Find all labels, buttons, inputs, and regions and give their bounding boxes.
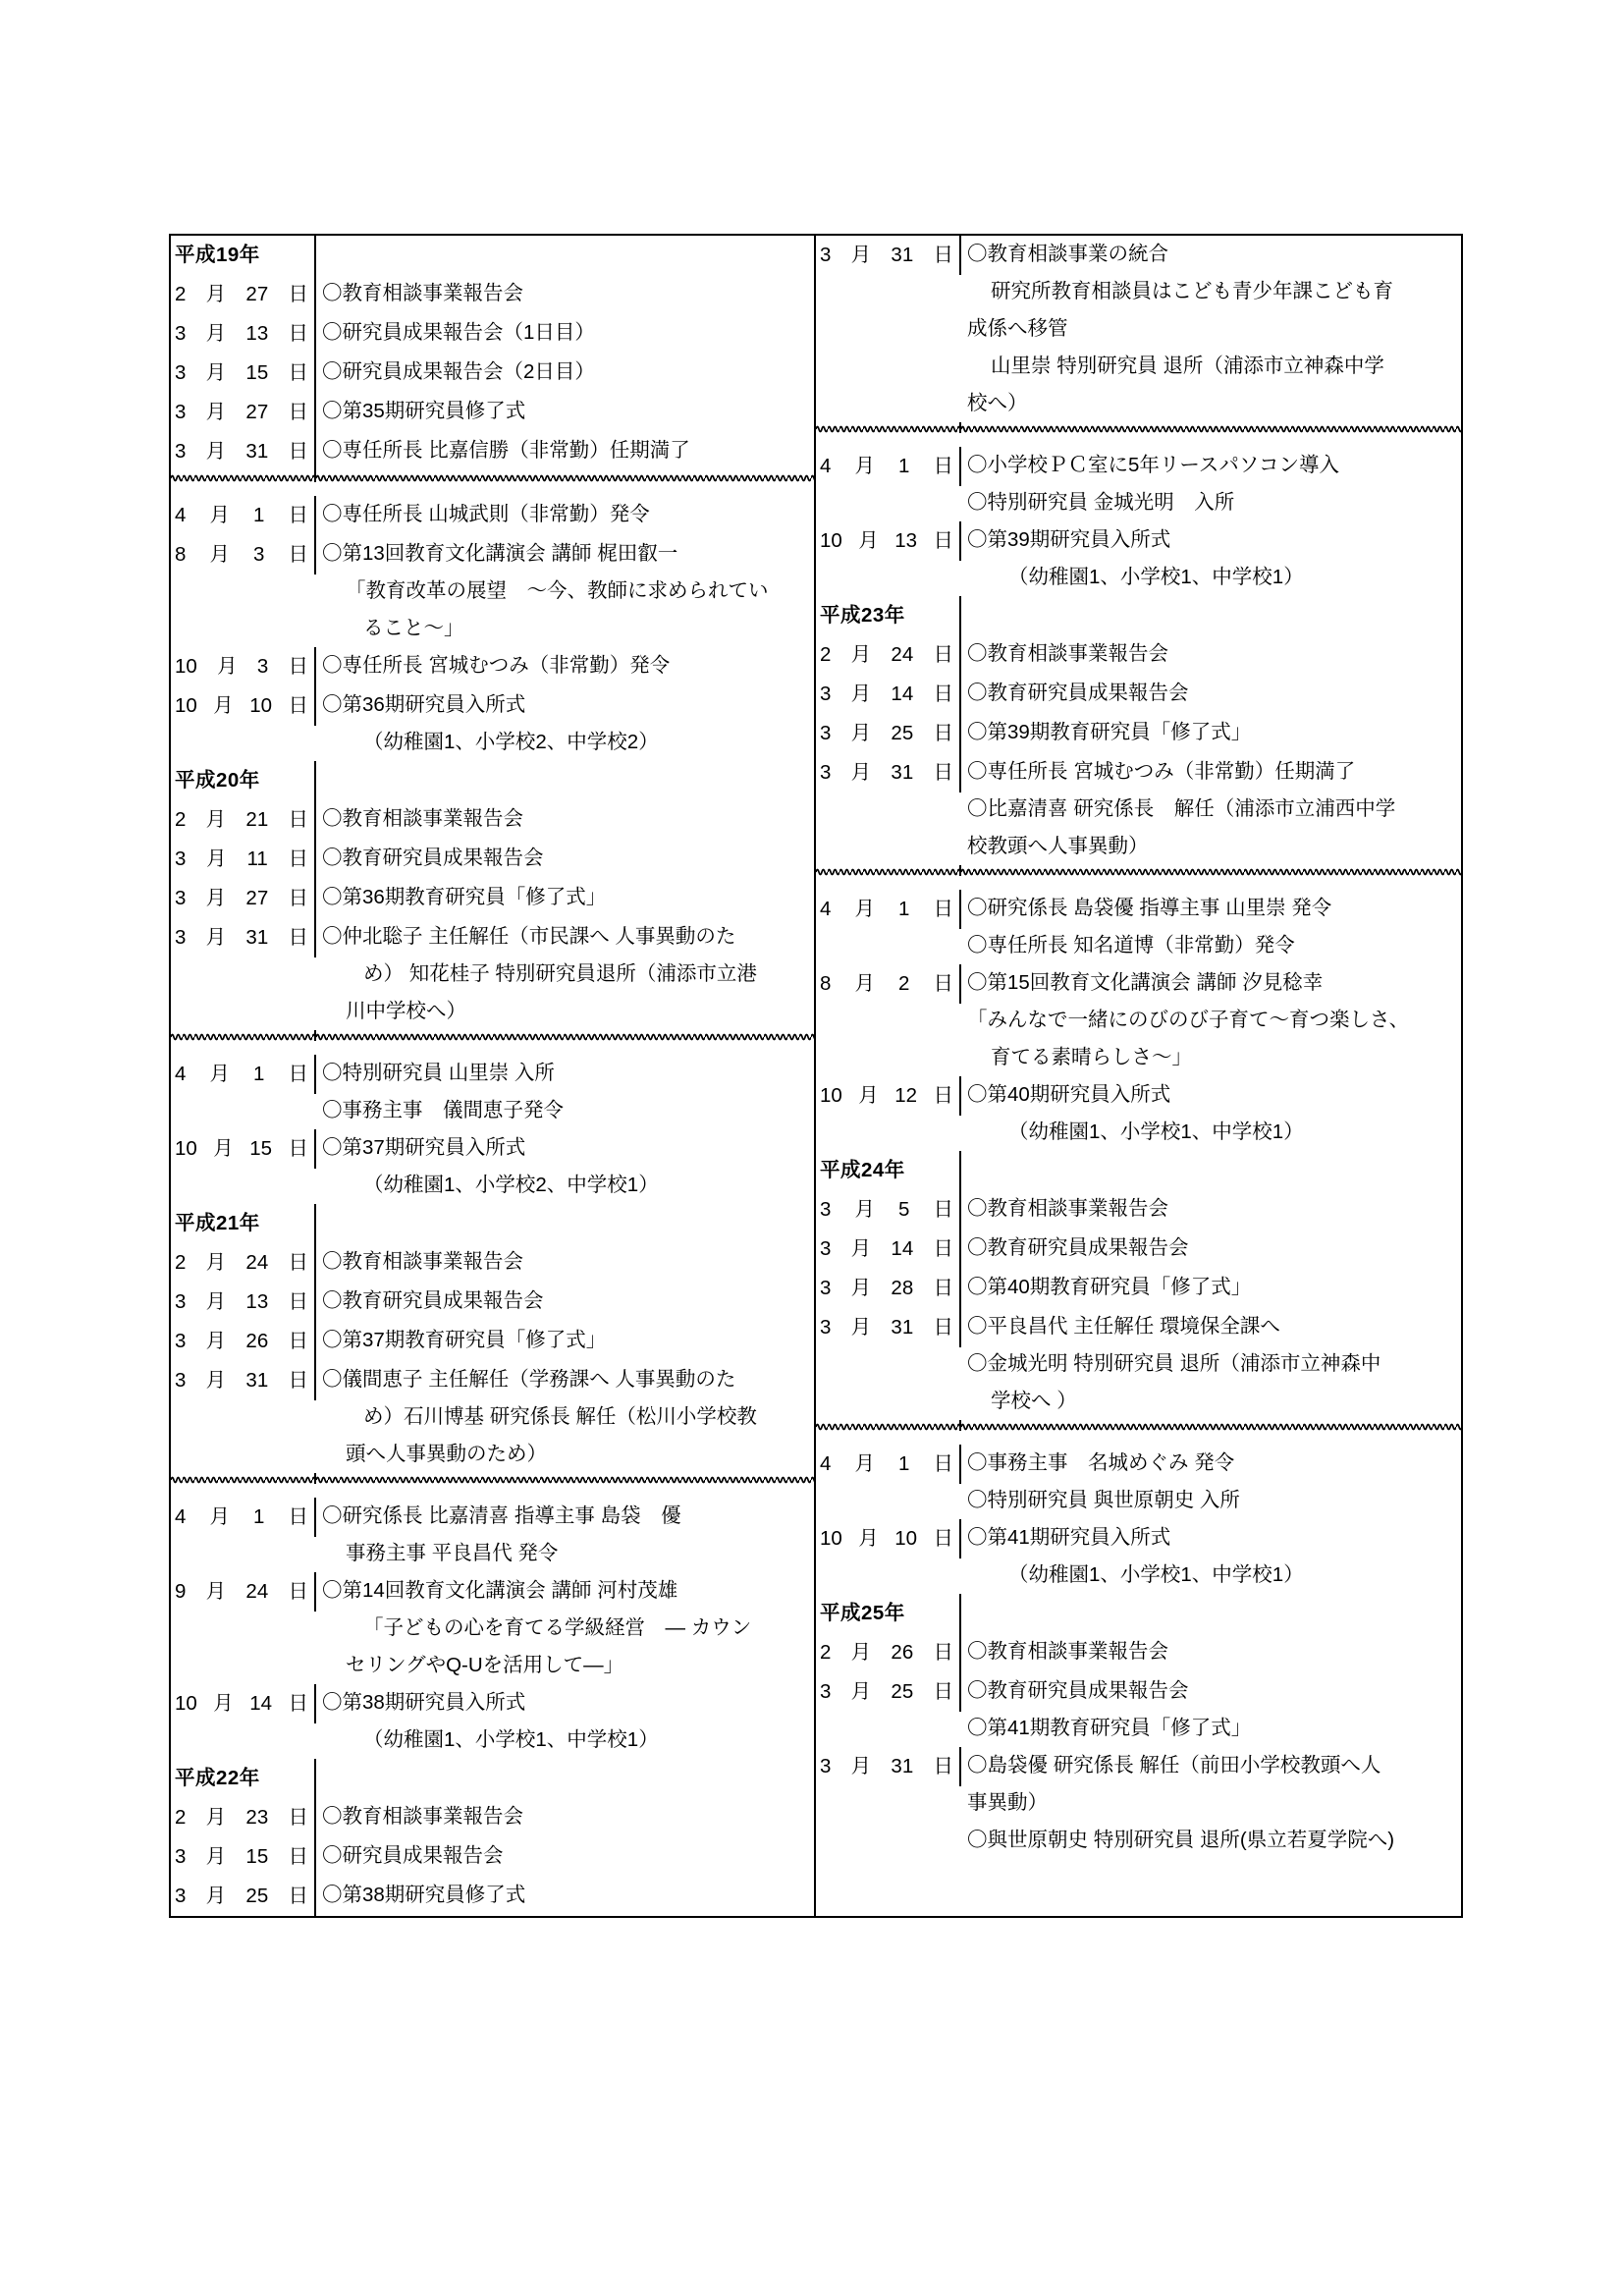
- event-line: 育てる素晴らしさ～」: [991, 1046, 1192, 1068]
- event-line: め）石川博基 研究係長 解任（松川小学校教: [363, 1405, 757, 1428]
- event-line: 〇第41期教育研究員「修了式」: [967, 1717, 1252, 1739]
- event-cell: [316, 1572, 814, 1684]
- date-cell: 4月1日: [171, 496, 316, 535]
- date-cell: 3月31日: [171, 918, 316, 957]
- event-line: 〇第15回教育文化講演会 講師 汐見稔幸: [967, 971, 1324, 994]
- event-line: め） 知花桂子 特別研究員退所（浦添市立港: [363, 962, 757, 985]
- era-label: 平成19年: [171, 236, 316, 275]
- event-cell: [961, 1445, 1461, 1519]
- event-cell: [316, 1129, 814, 1204]
- event-line: 〇研究係長 島袋優 指導主事 山里崇 発令: [967, 897, 1332, 919]
- wavy-separator: [816, 422, 1461, 433]
- date-cell: 3月31日: [816, 236, 961, 275]
- event-line: 「教育改革の展望 ～今、教師に求められてい: [346, 579, 769, 602]
- event-cell: [316, 1684, 814, 1759]
- year-group: [816, 1445, 1461, 1859]
- event-line: 〇特別研究員 山里崇 入所: [322, 1062, 555, 1084]
- event-line: 〇専任所長 宮城むつみ（非常勤）発令: [322, 654, 671, 677]
- event-cell: [316, 275, 814, 312]
- year-group: [171, 496, 814, 1030]
- event-line: 〇仲北聡子 主任解任（市民課へ 人事異動のた: [322, 925, 736, 948]
- event-line: 〇事務主事 儀間恵子発令: [322, 1099, 564, 1121]
- event-cell: [961, 447, 1461, 521]
- table-row: [816, 753, 1461, 865]
- table-row: [816, 1190, 1461, 1230]
- event-line: 〇教育相談事業報告会: [322, 1805, 523, 1828]
- table-row: [816, 1076, 1461, 1151]
- event-line: 〇金城光明 特別研究員 退所（浦添市立神森中: [967, 1352, 1381, 1375]
- event-line: 〇第41期研究員入所式: [967, 1526, 1171, 1549]
- event-cell: [316, 800, 814, 838]
- event-cell: [961, 1151, 1461, 1188]
- date-cell: 2月21日: [171, 800, 316, 840]
- event-cell: [316, 1322, 814, 1359]
- event-line: 〇第37期研究員入所式: [322, 1136, 526, 1159]
- event-line: 〇與世原朝史 特別研究員 退所(県立若夏学院へ): [967, 1829, 1395, 1851]
- date-cell: 8月3日: [171, 535, 316, 574]
- event-line: 〇教育相談事業報告会: [967, 1197, 1168, 1220]
- event-line: 〇教育研究員成果報告会: [967, 682, 1189, 704]
- event-line: 事異動）: [967, 1791, 1048, 1814]
- event-line: 頭へ人事異動のため）: [346, 1443, 547, 1465]
- table-row: [171, 354, 814, 393]
- event-line: 〇第40期教育研究員「修了式」: [967, 1276, 1252, 1298]
- table-row: [171, 393, 814, 432]
- event-cell: [961, 1076, 1461, 1151]
- table-row: [816, 1230, 1461, 1269]
- event-line: 〇研究員成果報告会: [322, 1844, 504, 1867]
- event-line: 〇第14回教育文化講演会 講師 河村茂雄: [322, 1579, 678, 1602]
- event-cell: [316, 535, 814, 647]
- event-cell: [961, 1519, 1461, 1594]
- event-line: 〇教育相談事業報告会: [322, 1250, 523, 1273]
- event-line: 〇第36期研究員入所式: [322, 693, 526, 716]
- event-line: （幼稚園1、小学校1、中学校1）: [1008, 1563, 1304, 1586]
- date-cell: 3月11日: [171, 840, 316, 879]
- event-cell: [961, 753, 1461, 865]
- table-row: [816, 1747, 1461, 1859]
- table-row: [171, 1498, 814, 1572]
- year-group: [816, 890, 1461, 1420]
- date-cell: 4月1日: [816, 447, 961, 486]
- date-cell: 3月15日: [171, 1837, 316, 1877]
- event-line: セリングやQ-Uを活用して―」: [346, 1654, 624, 1676]
- date-cell: 8月2日: [816, 964, 961, 1004]
- table-row: [816, 1633, 1461, 1672]
- wavy-separator-right: [961, 865, 1461, 876]
- event-cell: [961, 1308, 1461, 1420]
- group-spacer: [171, 1484, 814, 1498]
- event-line: 〇教育相談事業報告会: [967, 1640, 1168, 1663]
- event-line: [322, 236, 808, 273]
- table-row: [816, 714, 1461, 753]
- date-cell: 4月1日: [171, 1498, 316, 1537]
- event-line: 〇教育研究員成果報告会: [967, 1236, 1189, 1259]
- table-row: [816, 596, 1461, 635]
- event-cell: [316, 1759, 814, 1796]
- date-cell: 2月23日: [171, 1798, 316, 1837]
- era-label: 平成21年: [171, 1204, 316, 1243]
- table-row: [816, 236, 1461, 422]
- group-spacer: [816, 1431, 1461, 1445]
- date-cell: 3月31日: [816, 1747, 961, 1786]
- era-label: 平成24年: [816, 1151, 961, 1190]
- date-cell: 3月15日: [171, 354, 316, 393]
- date-cell: 3月27日: [171, 393, 316, 432]
- event-line: 〇専任所長 比嘉信勝（非常勤）任期満了: [322, 439, 690, 462]
- event-line: 〇教育研究員成果報告会: [322, 1289, 544, 1312]
- event-line: 〇第39期研究員入所式: [967, 528, 1171, 551]
- event-line: 〇儀間恵子 主任解任（学務課へ 人事異動のた: [322, 1368, 736, 1391]
- date-cell: 10月10日: [816, 1519, 961, 1558]
- event-line: 〇特別研究員 金城光明 入所: [967, 491, 1235, 514]
- event-cell: [316, 1837, 814, 1875]
- event-cell: [316, 1877, 814, 1914]
- event-line: 〇小学校ＰＣ室に5年リースパソコン導入: [967, 454, 1339, 476]
- date-cell: 2月26日: [816, 1633, 961, 1672]
- table-row: [171, 840, 814, 879]
- event-cell: [961, 635, 1461, 673]
- event-line: 〇研究員成果報告会（2日目）: [322, 360, 595, 383]
- date-cell: 3月31日: [816, 753, 961, 793]
- event-line: ること～」: [363, 617, 464, 639]
- table-columns-wrapper: [169, 234, 1463, 1918]
- wavy-separator-right: [961, 1420, 1461, 1431]
- event-line: 山里崇 特別研究員 退所（浦添市立神森中学: [991, 355, 1384, 377]
- date-cell: 3月13日: [171, 314, 316, 354]
- table-row: [171, 1055, 814, 1129]
- chronology-table: [169, 234, 1463, 1918]
- table-row: [171, 1129, 814, 1204]
- wavy-separator-left: [816, 422, 961, 433]
- event-line: 〇第13回教育文化講演会 講師 梶田叡一: [322, 542, 678, 565]
- wavy-separator-right: [961, 422, 1461, 433]
- event-line: 〇教育相談事業報告会: [322, 282, 523, 304]
- event-line: 〇教育研究員成果報告会: [322, 847, 544, 869]
- date-cell: 3月26日: [171, 1322, 316, 1361]
- event-line: [322, 761, 808, 798]
- event-cell: [316, 647, 814, 684]
- date-cell: 4月1日: [171, 1055, 316, 1094]
- event-cell: [961, 675, 1461, 712]
- event-line: [967, 1151, 1455, 1188]
- event-cell: [961, 521, 1461, 596]
- wavy-separator-left: [816, 865, 961, 876]
- date-cell: 3月25日: [816, 1672, 961, 1712]
- table-row: [171, 1837, 814, 1877]
- date-cell: 10月15日: [171, 1129, 316, 1169]
- table-row: [171, 1361, 814, 1473]
- event-line: 〇第36期教育研究員「修了式」: [322, 886, 607, 908]
- group-spacer: [171, 482, 814, 496]
- wavy-separator-right: [316, 1030, 814, 1041]
- date-cell: 3月5日: [816, 1190, 961, 1230]
- event-cell: [961, 1230, 1461, 1267]
- event-line: 〇事務主事 名城めぐみ 発令: [967, 1451, 1235, 1474]
- event-cell: [961, 964, 1461, 1076]
- event-cell: [316, 1798, 814, 1835]
- table-row: [171, 879, 814, 918]
- event-line: 〇教育研究員成果報告会: [967, 1679, 1189, 1702]
- event-line: （幼稚園1、小学校1、中学校1）: [1008, 566, 1304, 588]
- table-row: [816, 1308, 1461, 1420]
- era-label: 平成20年: [171, 761, 316, 800]
- date-cell: 9月24日: [171, 1572, 316, 1612]
- event-cell: [961, 1747, 1461, 1859]
- wavy-separator: [171, 1030, 814, 1041]
- event-cell: [961, 596, 1461, 633]
- event-cell: [961, 1672, 1461, 1747]
- date-cell: 3月31日: [171, 432, 316, 471]
- era-label: 平成25年: [816, 1594, 961, 1633]
- table-row: [171, 761, 814, 800]
- table-row: [171, 314, 814, 354]
- table-row: [816, 521, 1461, 596]
- event-cell: [316, 1243, 814, 1281]
- table-row: [816, 1519, 1461, 1594]
- table-row: [171, 1572, 814, 1684]
- event-line: [322, 1759, 808, 1796]
- event-cell: [316, 354, 814, 391]
- wavy-separator-left: [171, 1030, 316, 1041]
- event-cell: [316, 236, 814, 273]
- group-spacer: [816, 433, 1461, 447]
- wavy-separator-left: [171, 471, 316, 482]
- wavy-separator: [171, 471, 814, 482]
- event-line: [967, 1594, 1455, 1631]
- era-label: 平成22年: [171, 1759, 316, 1798]
- table-row: [171, 1759, 814, 1798]
- wavy-separator-left: [816, 1420, 961, 1431]
- event-cell: [316, 1498, 814, 1572]
- event-cell: [316, 496, 814, 533]
- event-line: 〇研究員成果報告会（1日目）: [322, 321, 595, 344]
- date-cell: 3月27日: [171, 879, 316, 918]
- event-cell: [961, 1594, 1461, 1631]
- table-row: [171, 1243, 814, 1283]
- date-cell: 10月13日: [816, 521, 961, 561]
- table-row: [171, 1684, 814, 1759]
- event-line: （幼稚園1、小学校2、中学校1）: [363, 1174, 659, 1196]
- event-cell: [316, 314, 814, 352]
- event-line: 〇教育相談事業報告会: [967, 642, 1168, 665]
- event-line: 〇第35期研究員修了式: [322, 400, 526, 422]
- event-cell: [316, 918, 814, 1030]
- event-cell: [961, 1269, 1461, 1306]
- event-line: （幼稚園1、小学校1、中学校1）: [1008, 1121, 1304, 1143]
- year-group: [171, 236, 814, 471]
- event-line: 研究所教育相談員はこども青少年課こども育: [991, 280, 1393, 302]
- right-column: [816, 236, 1461, 1916]
- event-line: 〇専任所長 宮城むつみ（非常勤）任期満了: [967, 760, 1356, 783]
- group-spacer: [171, 1041, 814, 1055]
- event-cell: [961, 1633, 1461, 1670]
- table-row: [816, 1151, 1461, 1190]
- event-line: 事務主事 平良昌代 発令: [346, 1542, 559, 1564]
- date-cell: 10月14日: [171, 1684, 316, 1723]
- date-cell: 10月3日: [171, 647, 316, 686]
- group-spacer: [816, 876, 1461, 890]
- table-row: [171, 432, 814, 471]
- event-cell: [316, 840, 814, 877]
- era-label: 平成23年: [816, 596, 961, 635]
- date-cell: 3月25日: [816, 714, 961, 753]
- event-line: 「子どもの心を育てる学級経営 ― カウン: [363, 1616, 752, 1639]
- event-cell: [316, 393, 814, 430]
- date-cell: 2月24日: [816, 635, 961, 675]
- table-row: [171, 496, 814, 535]
- event-line: 〇研究係長 比嘉清喜 指導主事 島袋 優: [322, 1504, 681, 1527]
- date-cell: 4月1日: [816, 890, 961, 929]
- wavy-separator: [816, 865, 1461, 876]
- table-row: [171, 686, 814, 761]
- date-cell: 3月13日: [171, 1283, 316, 1322]
- event-cell: [316, 1055, 814, 1129]
- wavy-separator: [816, 1420, 1461, 1431]
- event-line: [322, 1204, 808, 1241]
- event-line: 成係へ移管: [967, 317, 1068, 340]
- event-cell: [961, 890, 1461, 964]
- date-cell: 3月14日: [816, 1230, 961, 1269]
- table-row: [816, 447, 1461, 521]
- date-cell: 4月1日: [816, 1445, 961, 1484]
- event-line: 〇第38期研究員入所式: [322, 1691, 526, 1714]
- event-line: 校教頭へ人事異動）: [967, 835, 1149, 857]
- table-row: [171, 1204, 814, 1243]
- table-row: [816, 890, 1461, 964]
- event-cell: [316, 686, 814, 761]
- wavy-separator-left: [171, 1473, 316, 1484]
- table-row: [816, 1672, 1461, 1747]
- date-cell: 3月14日: [816, 675, 961, 714]
- event-cell: [961, 714, 1461, 751]
- year-group: [816, 447, 1461, 865]
- table-row: [171, 236, 814, 275]
- table-row: [816, 1445, 1461, 1519]
- event-line: 川中学校へ）: [346, 1000, 466, 1022]
- date-cell: 3月31日: [816, 1308, 961, 1347]
- table-row: [171, 275, 814, 314]
- table-row: [816, 635, 1461, 675]
- event-line: 〇比嘉清喜 研究係長 解任（浦添市立浦西中学: [967, 797, 1396, 820]
- table-row: [816, 1594, 1461, 1633]
- event-cell: [961, 1190, 1461, 1228]
- year-group: [171, 1498, 814, 1916]
- date-cell: 2月27日: [171, 275, 316, 314]
- wavy-separator-right: [316, 471, 814, 482]
- event-line: 〇専任所長 知名道博（非常勤）発令: [967, 934, 1295, 957]
- event-line: 〇教育相談事業の統合: [967, 243, 1168, 265]
- event-line: （幼稚園1、小学校1、中学校1）: [363, 1728, 659, 1751]
- table-row: [171, 1283, 814, 1322]
- event-line: 〇第37期教育研究員「修了式」: [322, 1329, 607, 1351]
- wavy-separator-right: [316, 1473, 814, 1484]
- event-line: 校へ）: [967, 392, 1028, 414]
- date-cell: 3月28日: [816, 1269, 961, 1308]
- table-row: [816, 964, 1461, 1076]
- event-line: 学校へ ）: [991, 1390, 1077, 1412]
- table-row: [171, 800, 814, 840]
- date-cell: 3月25日: [171, 1877, 316, 1916]
- event-line: 〇教育相談事業報告会: [322, 807, 523, 830]
- event-cell: [961, 236, 1461, 422]
- year-group: [171, 1055, 814, 1473]
- event-line: 〇第40期研究員入所式: [967, 1083, 1171, 1106]
- event-line: 〇島袋優 研究係長 解任（前田小学校教頭へ人: [967, 1754, 1381, 1777]
- event-cell: [316, 761, 814, 798]
- table-row: [171, 647, 814, 686]
- event-line: （幼稚園1、小学校2、中学校2）: [363, 731, 659, 753]
- event-cell: [316, 1361, 814, 1473]
- event-line: 〇専任所長 山城武則（非常勤）発令: [322, 503, 650, 525]
- date-cell: 2月24日: [171, 1243, 316, 1283]
- table-row: [171, 1798, 814, 1837]
- event-line: 〇第38期研究員修了式: [322, 1884, 526, 1906]
- year-group: [816, 236, 1461, 422]
- event-line: [967, 596, 1455, 633]
- event-cell: [316, 1283, 814, 1320]
- date-cell: 3月31日: [171, 1361, 316, 1400]
- date-cell: 10月10日: [171, 686, 316, 726]
- date-cell: 10月12日: [816, 1076, 961, 1116]
- event-line: 〇第39期教育研究員「修了式」: [967, 721, 1252, 743]
- table-row: [171, 1322, 814, 1361]
- table-row: [171, 1877, 814, 1916]
- event-cell: [316, 432, 814, 469]
- event-line: 〇特別研究員 與世原朝史 入所: [967, 1489, 1240, 1511]
- table-row: [171, 918, 814, 1030]
- table-row: [171, 535, 814, 647]
- event-cell: [316, 1204, 814, 1241]
- event-cell: [316, 879, 814, 916]
- table-row: [816, 1269, 1461, 1308]
- event-line: 〇平良昌代 主任解任 環境保全課へ: [967, 1315, 1280, 1338]
- wavy-separator: [171, 1473, 814, 1484]
- event-line: 「みんなで一緒にのびのび子育て～育つ楽しさ、: [967, 1009, 1410, 1031]
- table-row: [816, 675, 1461, 714]
- left-column: [171, 236, 816, 1916]
